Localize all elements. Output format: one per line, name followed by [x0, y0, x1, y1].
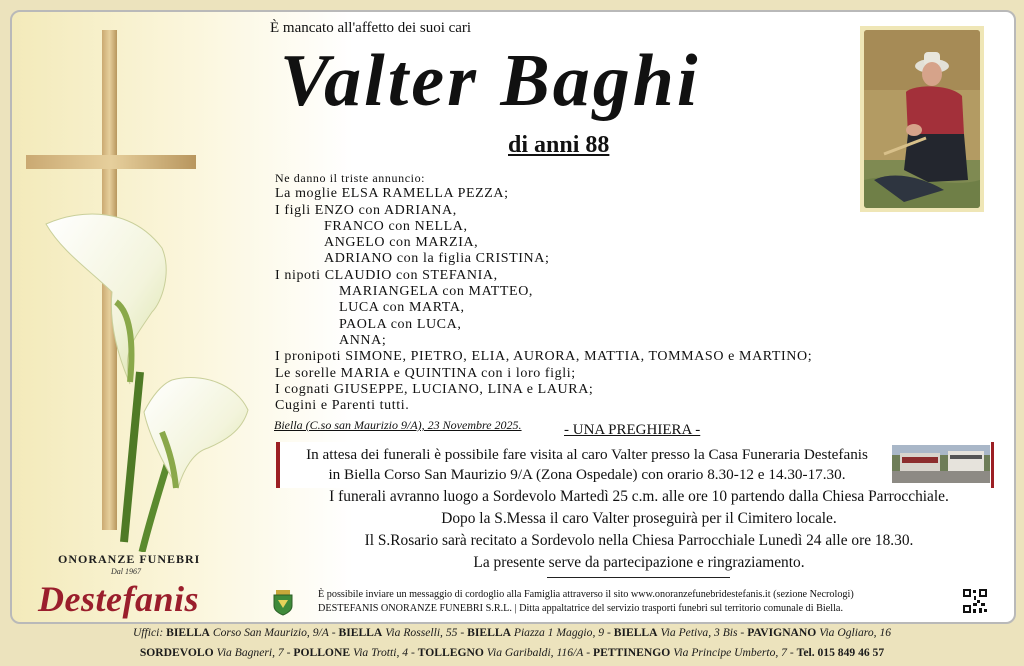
- footnote-line: È possibile inviare un messaggio di cordoglio alla Famiglia attraverso il sito www.onoranzefunebridestefanis.it (sezione Necrologi): [318, 589, 854, 600]
- offices-label: Uffici:: [132, 626, 164, 639]
- office-city: POLLONE: [293, 646, 351, 659]
- logo-since: Dal 1967: [111, 567, 141, 576]
- office-address: Via Trotti, 4: [352, 646, 409, 659]
- cross-lily-decoration: [12, 12, 262, 552]
- place-date: Biella (C.so san Maurizio 9/A), 23 Novembre 2025.: [274, 418, 522, 432]
- intro-text: È mancato all'affetto dei suoi cari: [270, 20, 472, 36]
- office-address: Via Petiva, 3 Bis: [660, 626, 738, 639]
- portrait-photo: [860, 26, 984, 212]
- office-city: PETTINENGO: [592, 646, 671, 659]
- family-line: I nipoti CLAUDIO con STEFANIA,: [275, 267, 498, 283]
- deceased-age: di anni 88: [508, 132, 610, 158]
- funeral-line: Dopo la S.Messa il caro Valter proseguirà per il Cimitero locale.: [441, 510, 837, 527]
- family-line: FRANCO con NELLA,: [324, 218, 468, 234]
- office-address: Via Rosselli, 55: [385, 626, 458, 639]
- family-line: La moglie ELSA RAMELLA PEZZA;: [275, 186, 509, 202]
- offices-row-1: Uffici: BIELLA Corso San Maurizio, 9/A - BIELLA Via Rosselli, 55 - BIELLA Piazza 1 Maggio, 9 - BIELLA Via Petiva, 3 Bis - PAVIGNANO Via Ogliaro, 16: [132, 626, 892, 639]
- office-city: BIELLA: [467, 626, 511, 639]
- office-address: Via Garibaldi, 116/A: [486, 646, 584, 659]
- office-city: SORDEVOLO: [139, 646, 214, 659]
- family-line: MARIANGELA con MATTEO,: [339, 284, 534, 300]
- office-address: Via Bagneri, 7: [216, 646, 284, 659]
- office-address: Via Principe Umberto, 7: [673, 646, 787, 659]
- company-logo: [12, 552, 252, 622]
- funeral-line: I funerali avranno luogo a Sordevolo Martedì 25 c.m. alle ore 10 partendo dalla Chiesa Parrocchiale.: [329, 488, 949, 505]
- family-line: I pronipoti SIMONE, PIETRO, ELIA, AURORA, MATTIA, TOMMASO e MARTINO;: [275, 349, 813, 365]
- divider: [547, 577, 730, 578]
- family-line: ADRIANO con la figlia CRISTINA;: [324, 251, 550, 267]
- deceased-name: Valter Baghi: [280, 40, 701, 122]
- office-phone: Tel. 015 849 46 57: [796, 646, 885, 659]
- prayer-heading: - UNA PREGHIERA -: [564, 422, 701, 438]
- family-line: Cugini e Parenti tutti.: [275, 398, 410, 414]
- family-announcement: [275, 170, 812, 414]
- visit-line: In attesa dei funerali è possibile fare visita al caro Valter presso la Casa Funeraria Destefanis: [306, 446, 868, 463]
- office-address: Corso San Maurizio, 9/A: [212, 626, 329, 639]
- family-line: ANGELO con MARZIA,: [324, 235, 479, 251]
- office-city: BIELLA: [613, 626, 658, 639]
- office-city: BIELLA: [338, 626, 383, 639]
- office-city: TOLLEGNO: [417, 646, 484, 659]
- family-line: Ne danno il triste annuncio:: [275, 171, 426, 185]
- office-address: Via Ogliaro, 16: [819, 626, 892, 639]
- obituary-card: [10, 10, 1016, 624]
- footnote-line: DESTEFANIS ONORANZE FUNEBRI S.R.L. | Ditta appaltatrice del servizio trasporti funebri sul territorio comunale di Biella.: [318, 603, 843, 614]
- logo-name: Destefanis: [38, 579, 199, 619]
- family-line: I figli ENZO con ADRIANA,: [275, 202, 457, 218]
- visit-notice: [276, 442, 994, 488]
- calla-lily-icon: [46, 214, 248, 552]
- visit-line: in Biella Corso San Maurizio 9/A (Zona Ospedale) con orario 8.30-12 e 14.30-17.30.: [328, 466, 846, 483]
- funeral-line: Il S.Rosario sarà recitato a Sordevolo nella Chiesa Parrocchiale Lunedì 24 alle ore 18.30.: [364, 532, 914, 549]
- office-city: PAVIGNANO: [747, 626, 817, 639]
- family-line: I cognati GIUSEPPE, LUCIANO, LINA e LAURA;: [275, 381, 594, 397]
- family-line: LUCA con MARTA,: [339, 300, 465, 316]
- family-line: PAOLA con LUCA,: [339, 316, 462, 332]
- logo-top-text: ONORANZE FUNEBRI: [58, 552, 201, 566]
- office-address: Piazza 1 Maggio, 9: [513, 626, 605, 639]
- office-city: BIELLA: [166, 626, 210, 639]
- funeral-home-photo: [892, 445, 990, 483]
- family-line: Le sorelle MARIA e QUINTINA con i loro figli;: [275, 365, 576, 381]
- qr-code-icon: [962, 588, 988, 614]
- footnote: [318, 588, 854, 616]
- offices-row-2: SORDEVOLO Via Bagneri, 7 - POLLONE Via Trotti, 4 - TOLLEGNO Via Garibaldi, 116/A - PETTINENGO Via Principe Umberto, 7 - Tel. 015 849 46 57: [139, 646, 885, 659]
- town-crest-icon: [270, 588, 296, 616]
- funeral-line: La presente serve da partecipazione e ringraziamento.: [473, 554, 805, 571]
- portrait-image: [864, 30, 980, 208]
- family-line: ANNA;: [339, 332, 387, 348]
